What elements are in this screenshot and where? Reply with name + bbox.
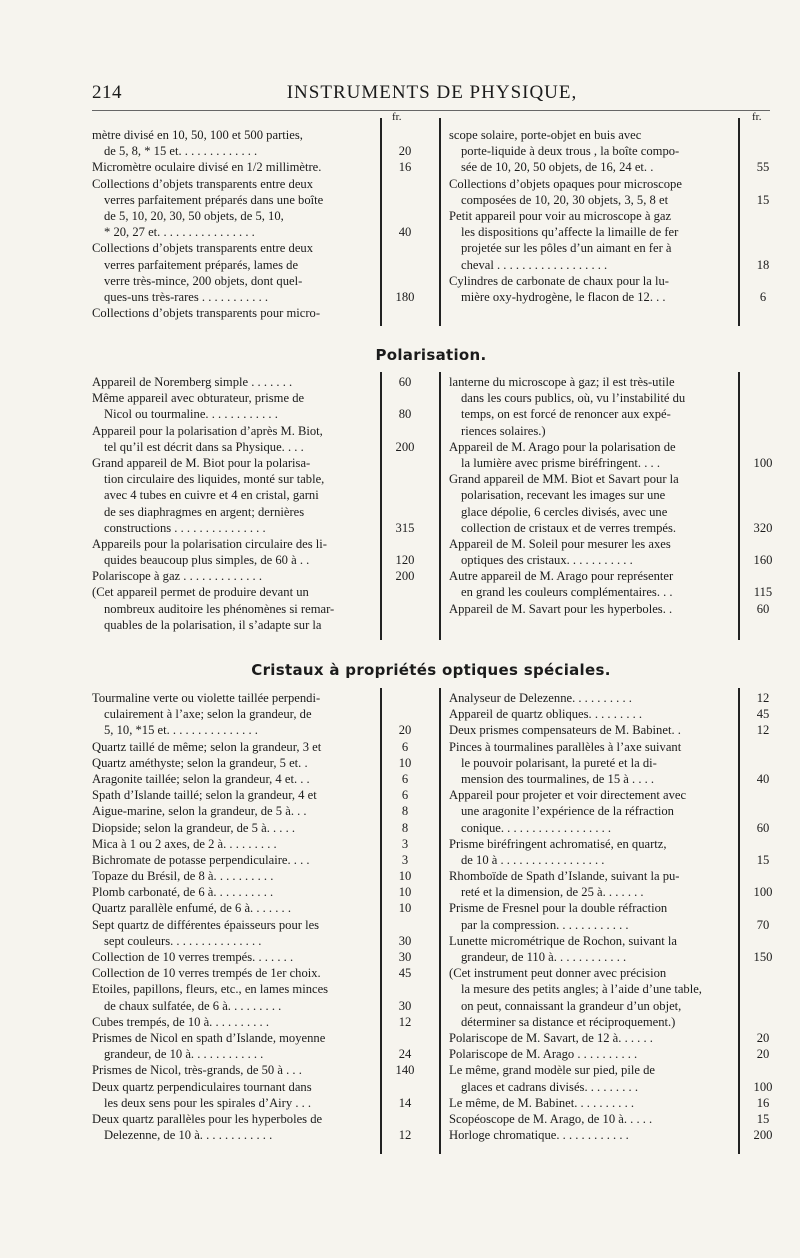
- catalog-line: on peut, connaissant la grandeur d’un objet,: [461, 998, 682, 1013]
- catalog-line: le pouvoir polarisant, la pureté et la di-: [461, 755, 657, 770]
- catalog-line: Cubes trempés, de 10 à. . . . . . . . . .: [92, 1014, 269, 1029]
- price-cell: [741, 787, 785, 803]
- catalog-line: constructions . . . . . . . . . . . . . . .: [104, 520, 266, 535]
- catalog-line: optiques des cristaux. . . . . . . . . . .: [461, 553, 633, 568]
- price-cell: [383, 305, 427, 321]
- section1-left-rule: [380, 118, 382, 326]
- catalog-line: Collections d’objets transparents pour micro-: [92, 306, 321, 321]
- catalog-line: Aigue-marine, selon la grandeur, de 5 à. . .: [92, 804, 307, 819]
- price-cell: 16: [756, 1095, 770, 1110]
- price-cell: [741, 487, 785, 503]
- price-cell: [741, 803, 785, 819]
- price-cell: [741, 981, 785, 997]
- price-cell: [383, 584, 427, 600]
- catalog-line: Nicol ou tourmaline. . . . . . . . . . . .: [104, 407, 278, 422]
- running-title: INSTRUMENTS DE PHYSIQUE,: [286, 82, 578, 103]
- catalog-line: Grand appareil de MM. Biot et Savart pour la: [449, 472, 679, 487]
- catalog-line: mière oxy-hydrogène, le flacon de 12. . .: [461, 289, 666, 304]
- section1-right-rule: [738, 118, 740, 326]
- price-cell: [383, 706, 427, 722]
- price-cell: 45: [398, 966, 412, 981]
- catalog-line: Polariscope à gaz . . . . . . . . . . . . .: [92, 569, 262, 584]
- catalog-line: (Cet appareil permet de produire devant un: [92, 585, 309, 600]
- price-cell: 180: [395, 289, 415, 304]
- price-cell: 115: [753, 585, 773, 600]
- catalog-line: dans les cours publics, où, vu l’instabilité du: [461, 391, 686, 406]
- catalog-line: Le même, de M. Babinet. . . . . . . . . .: [449, 1095, 635, 1110]
- catalog-line: tion circulaire des liquides, monté sur table,: [104, 472, 325, 487]
- catalog-line: Quartz parallèle enfumé, de 6 à. . . . . . .: [92, 901, 291, 916]
- price-cell: [383, 208, 427, 224]
- price-cell: [383, 240, 427, 256]
- catalog-line: les dispositions qu’affecte la limaille de fer: [461, 225, 679, 240]
- price-cell: 10: [398, 869, 412, 884]
- catalog-line: lanterne du microscope à gaz; il est très-utile: [449, 375, 675, 389]
- section-heading-polarisation: Polarisation.: [375, 346, 487, 364]
- price-cell: 10: [398, 885, 412, 900]
- catalog-line: Plomb carbonaté, de 6 à. . . . . . . . . .: [92, 885, 274, 900]
- catalog-line: Topaze du Brésil, de 8 à. . . . . . . . . .: [92, 869, 274, 884]
- price-cell: 320: [753, 520, 773, 535]
- catalog-line: projetée sur les pôles d’un aimant en fer à: [461, 241, 672, 256]
- catalog-line: Micromètre oculaire divisé en 1/2 millimètre.: [92, 160, 322, 175]
- catalog-line: Collections d’objets opaques pour microscope: [449, 176, 682, 191]
- catalog-line: glaces et cadrans divisés. . . . . . . . .: [461, 1079, 638, 1094]
- catalog-line: ques-uns très-rares . . . . . . . . . . .: [104, 289, 269, 304]
- currency-label-left: fr.: [392, 111, 402, 123]
- catalog-line: Le même, grand modèle sur pied, pile de: [449, 1063, 655, 1078]
- catalog-line: de 5, 8, * 15 et. . . . . . . . . . . . .: [104, 144, 258, 159]
- catalog-line: riences solaires.): [461, 423, 546, 438]
- price-cell: 15: [756, 1111, 770, 1126]
- section1-right-prices: [741, 127, 785, 305]
- price-cell: [383, 1030, 427, 1046]
- section2-right-prices: [741, 374, 785, 617]
- catalog-line: Pinces à tourmalines parallèles à l’axe suivant: [449, 739, 682, 754]
- price-cell: [383, 487, 427, 503]
- catalog-line: Aragonite taillée; selon la grandeur, 4 et. . .: [92, 771, 310, 786]
- price-cell: 24: [398, 1047, 412, 1062]
- catalog-line: la mesure des petits angles; à l’aide d’une table,: [461, 982, 702, 997]
- price-cell: 10: [398, 755, 412, 770]
- section2-right-column: [449, 374, 739, 617]
- catalog-line: Bichromate de potasse perpendiculaire. . . .: [92, 852, 310, 867]
- price-cell: 200: [753, 1128, 773, 1143]
- price-cell: [741, 755, 785, 771]
- catalog-line: Analyseur de Delezenne. . . . . . . . . .: [449, 691, 632, 705]
- catalog-line: * 20, 27 et. . . . . . . . . . . . . . . .: [104, 225, 255, 240]
- price-cell: [741, 390, 785, 406]
- price-cell: [741, 504, 785, 520]
- catalog-line: Collections d’objets transparents entre deux: [92, 176, 314, 191]
- price-cell: [383, 601, 427, 617]
- catalog-line: nombreux auditoire les phénomènes si remar-: [104, 601, 335, 616]
- price-cell: [741, 1062, 785, 1078]
- catalog-line: Scopéoscope de M. Arago, de 10 à. . . . .: [449, 1111, 653, 1126]
- catalog-line: Appareil de M. Arago pour la polarisation de: [449, 439, 676, 454]
- catalog-line: les deux sens pour les spirales d’Airy . . .: [104, 1095, 312, 1110]
- section1-left-column: [92, 127, 380, 321]
- price-cell: 3: [401, 852, 409, 867]
- price-cell: [383, 617, 427, 633]
- catalog-line: Spath d’Islande taillé; selon la grandeur, 4 et: [92, 788, 317, 803]
- price-cell: [741, 998, 785, 1014]
- catalog-line: quables de la polarisation, il s’adapte sur la: [104, 617, 322, 632]
- catalog-line: (Cet instrument peut donner avec précision: [449, 966, 667, 981]
- price-cell: [741, 900, 785, 916]
- price-cell: [383, 390, 427, 406]
- price-cell: 12: [756, 691, 770, 705]
- catalog-line: polarisation, recevant les images sur une: [461, 488, 666, 503]
- catalog-line: temps, on est forcé de renoncer aux expé-: [461, 407, 671, 422]
- price-cell: [741, 208, 785, 224]
- price-cell: 120: [395, 553, 415, 568]
- catalog-line: verres parfaitement préparés, lames de: [104, 257, 299, 272]
- price-cell: 12: [756, 723, 770, 738]
- section3-right-column: [449, 690, 739, 1143]
- price-cell: 6: [401, 739, 409, 754]
- price-cell: 20: [756, 1030, 770, 1045]
- price-cell: 6: [401, 771, 409, 786]
- price-cell: [741, 536, 785, 552]
- page-number: 214: [92, 82, 122, 103]
- price-cell: [741, 739, 785, 755]
- section3-left-column: [92, 690, 380, 1143]
- price-cell: [383, 1111, 427, 1127]
- price-cell: 16: [398, 160, 412, 175]
- section1-center-rule: [439, 118, 441, 326]
- catalog-line: de 5, 10, 20, 30, 50 objets, de 5, 10,: [104, 208, 284, 223]
- catalog-line: glace dépolie, 6 cercles divisés, avec une: [461, 504, 668, 519]
- catalog-line: Prisme biréfringent achromatisé, en quartz,: [449, 836, 667, 851]
- price-cell: 8: [401, 820, 409, 835]
- price-cell: [741, 1014, 785, 1030]
- catalog-line: grandeur, de 110 à. . . . . . . . . . . .: [461, 950, 627, 964]
- price-cell: 30: [398, 933, 412, 948]
- price-cell: [741, 374, 785, 390]
- catalog-line: Appareils pour la polarisation circulaire des li-: [92, 536, 328, 551]
- catalog-line: Sept quartz de différentes épaisseurs pour les: [92, 917, 320, 932]
- section1-left-prices: [383, 127, 427, 321]
- price-cell: 60: [398, 375, 412, 389]
- price-cell: 30: [398, 950, 412, 964]
- price-cell: 55: [756, 160, 770, 175]
- price-cell: 60: [756, 601, 770, 616]
- catalog-line: quides beaucoup plus simples, de 60 à . .: [104, 553, 310, 568]
- price-cell: [741, 868, 785, 884]
- price-cell: [383, 917, 427, 933]
- catalog-line: Autre appareil de M. Arago pour représenter: [449, 569, 674, 584]
- catalog-line: Deux quartz perpendiculaires tournant dans: [92, 1079, 312, 1094]
- catalog-line: Collection de 10 verres trempés de 1er choix.: [92, 966, 321, 981]
- price-cell: [741, 836, 785, 852]
- price-cell: [383, 536, 427, 552]
- catalog-line: mension des tourmalines, de 15 à . . . .: [461, 771, 655, 786]
- section3-center-rule: [439, 688, 441, 1154]
- price-cell: 70: [756, 917, 770, 932]
- price-cell: [741, 273, 785, 289]
- price-cell: [741, 176, 785, 192]
- price-cell: 15: [756, 852, 770, 867]
- catalog-line: verres parfaitement préparés dans une boîte: [104, 192, 324, 207]
- price-cell: 60: [756, 820, 770, 835]
- catalog-line: Même appareil avec obturateur, prisme de: [92, 391, 305, 406]
- price-cell: [383, 423, 427, 439]
- catalog-line: mètre divisé en 10, 50, 100 et 500 parties,: [92, 128, 303, 142]
- catalog-line: Petit appareil pour voir au microscope à gaz: [449, 208, 672, 223]
- price-cell: 160: [753, 553, 773, 568]
- catalog-line: Prismes de Nicol en spath d’Islande, moyenne: [92, 1030, 326, 1045]
- section-heading-cristaux: Cristaux à propriétés optiques spéciales.: [251, 661, 611, 679]
- price-cell: 8: [401, 804, 409, 819]
- catalog-line: Prismes de Nicol, très-grands, de 50 à . . .: [92, 1063, 302, 1078]
- catalog-line: Rhomboïde de Spath d’Islande, suivant la pu-: [449, 869, 680, 884]
- price-cell: [383, 176, 427, 192]
- catalog-line: collection de cristaux et de verres trempés.: [461, 520, 677, 535]
- price-cell: [741, 224, 785, 240]
- section3-right-prices: [741, 690, 785, 1143]
- catalog-line: Deux quartz parallèles pour les hyperboles de: [92, 1111, 323, 1126]
- catalog-line: Polariscope de M. Arago . . . . . . . . . .: [449, 1047, 638, 1062]
- catalog-line: Tourmaline verte ou violette taillée perpendi-: [92, 691, 321, 705]
- price-cell: 100: [753, 1079, 773, 1094]
- price-cell: 30: [398, 998, 412, 1013]
- catalog-line: Diopside; selon la grandeur, de 5 à. . . . .: [92, 820, 296, 835]
- price-cell: 100: [753, 455, 773, 470]
- price-cell: [383, 273, 427, 289]
- price-cell: 3: [401, 836, 409, 851]
- price-cell: 80: [398, 407, 412, 422]
- catalog-line: scope solaire, porte-objet en buis avec: [449, 128, 642, 142]
- price-cell: 14: [398, 1095, 412, 1110]
- price-cell: [383, 192, 427, 208]
- section1-right-column: [449, 127, 739, 305]
- price-cell: [741, 406, 785, 422]
- catalog-line: en grand les couleurs complémentaires. . .: [461, 585, 673, 600]
- price-cell: 200: [395, 439, 415, 454]
- section2-left-rule: [380, 372, 382, 640]
- price-cell: 6: [759, 289, 767, 304]
- catalog-line: Appareil de M. Soleil pour mesurer les axes: [449, 536, 671, 551]
- catalog-line: Cylindres de carbonate de chaux pour la lu-: [449, 273, 669, 288]
- catalog-line: Quartz taillé de même; selon la grandeur, 3 et: [92, 739, 322, 754]
- price-cell: 45: [756, 707, 770, 722]
- price-cell: [383, 981, 427, 997]
- price-cell: 40: [756, 771, 770, 786]
- catalog-line: sept couleurs. . . . . . . . . . . . . . .: [104, 933, 262, 948]
- catalog-line: cheval . . . . . . . . . . . . . . . . . .: [461, 257, 608, 272]
- catalog-line: Lunette micrométrique de Rochon, suivant la: [449, 933, 678, 948]
- catalog-line: porte-liquide à deux trous , la boîte compo-: [461, 144, 680, 159]
- running-head: [92, 82, 772, 108]
- section2-center-rule: [439, 372, 441, 640]
- catalog-line: reté et la dimension, de 25 à. . . . . . .: [461, 885, 644, 900]
- header-rule: [92, 110, 770, 111]
- price-cell: [741, 143, 785, 159]
- catalog-line: Appareil de M. Savart pour les hyperboles. .: [449, 601, 673, 616]
- catalog-line: Delezenne, de 10 à. . . . . . . . . . . .: [104, 1128, 273, 1143]
- price-cell: 10: [398, 901, 412, 916]
- section3-left-rule: [380, 688, 382, 1154]
- price-cell: 150: [753, 950, 773, 964]
- price-cell: 20: [398, 144, 412, 159]
- catalog-line: une aragonite l’expérience de la réfraction: [461, 804, 674, 819]
- price-cell: 20: [398, 723, 412, 738]
- price-cell: [741, 240, 785, 256]
- catalog-line: Prisme de Fresnel pour la double réfraction: [449, 901, 668, 916]
- price-cell: [741, 423, 785, 439]
- price-cell: [383, 504, 427, 520]
- catalog-line: Appareil pour projeter et voir directement avec: [449, 788, 687, 803]
- price-cell: [383, 690, 427, 706]
- catalog-line: la lumière avec prisme biréfringent. . . .: [461, 455, 660, 470]
- price-cell: 15: [756, 192, 770, 207]
- catalog-line: Polariscope de M. Savart, de 12 à. . . . . .: [449, 1030, 653, 1045]
- price-cell: [383, 455, 427, 471]
- price-cell: [383, 127, 427, 143]
- price-cell: [383, 1079, 427, 1095]
- catalog-line: Collection de 10 verres trempés. . . . . . .: [92, 950, 294, 964]
- price-cell: 315: [395, 520, 415, 535]
- price-cell: 100: [753, 885, 773, 900]
- catalog-line: Etoiles, papillons, fleurs, etc., en lames minces: [92, 982, 329, 997]
- catalog-line: grandeur, de 10 à. . . . . . . . . . . .: [104, 1047, 264, 1062]
- price-cell: [741, 568, 785, 584]
- section3-right-rule: [738, 688, 740, 1154]
- catalog-line: composées de 10, 20, 30 objets, 3, 5, 8 et: [461, 192, 669, 207]
- catalog-line: verre très-mince, 200 objets, dont quel-: [104, 273, 303, 288]
- currency-label-right: fr.: [752, 111, 762, 123]
- catalog-line: conique. . . . . . . . . . . . . . . . . .: [461, 820, 612, 835]
- price-cell: [383, 471, 427, 487]
- catalog-line: Appareil de quartz obliques. . . . . . . . .: [449, 707, 643, 722]
- price-cell: 12: [398, 1128, 412, 1143]
- price-cell: [741, 471, 785, 487]
- catalog-line: Appareil de Noremberg simple . . . . . . .: [92, 375, 293, 389]
- catalog-line: Horloge chromatique. . . . . . . . . . . .: [449, 1128, 629, 1143]
- catalog-line: Mica à 1 ou 2 axes, de 2 à. . . . . . . . .: [92, 836, 277, 851]
- price-cell: 18: [756, 257, 770, 272]
- catalog-line: Deux prismes compensateurs de M. Babinet. .: [449, 723, 681, 738]
- catalog-line: Grand appareil de M. Biot pour la polarisa-: [92, 455, 311, 470]
- catalog-line: Quartz améthyste; selon la grandeur, 5 et. .: [92, 755, 308, 770]
- section2-left-column: [92, 374, 380, 633]
- catalog-line: par la compression. . . . . . . . . . . .: [461, 917, 629, 932]
- catalog-line: avec 4 tubes en cuivre et 4 en cristal, garni: [104, 488, 319, 503]
- price-cell: 6: [401, 788, 409, 803]
- price-cell: [741, 933, 785, 949]
- price-cell: [383, 257, 427, 273]
- catalog-line: de ses diaphragmes en argent; dernières: [104, 504, 305, 519]
- price-cell: 40: [398, 225, 412, 240]
- catalog-line: 5, 10, *15 et. . . . . . . . . . . . . . .: [104, 723, 258, 738]
- catalog-line: Collections d’objets transparents entre deux: [92, 241, 314, 256]
- catalog-line: tel qu’il est décrit dans sa Physique. . . .: [104, 439, 304, 454]
- catalog-line: déterminer sa distance et réciproquement.): [461, 1014, 676, 1029]
- price-cell: [741, 965, 785, 981]
- catalog-line: culairement à l’axe; selon la grandeur, de: [104, 707, 312, 722]
- price-cell: 20: [756, 1047, 770, 1062]
- price-cell: [741, 439, 785, 455]
- section3-left-prices: [383, 690, 427, 1143]
- price-cell: 12: [398, 1014, 412, 1029]
- section2-left-prices: [383, 374, 427, 633]
- catalog-line: de 10 à . . . . . . . . . . . . . . . . .: [461, 852, 605, 867]
- catalog-line: Appareil pour la polarisation d’après M. Biot,: [92, 423, 323, 438]
- price-cell: 140: [395, 1063, 415, 1078]
- catalog-line: de chaux sulfatée, de 6 à. . . . . . . . .: [104, 998, 282, 1013]
- section2-right-rule: [738, 372, 740, 640]
- price-cell: [741, 127, 785, 143]
- price-cell: 200: [395, 569, 415, 584]
- catalog-line: sée de 10, 20, 50 objets, de 16, 24 et. .: [461, 160, 654, 175]
